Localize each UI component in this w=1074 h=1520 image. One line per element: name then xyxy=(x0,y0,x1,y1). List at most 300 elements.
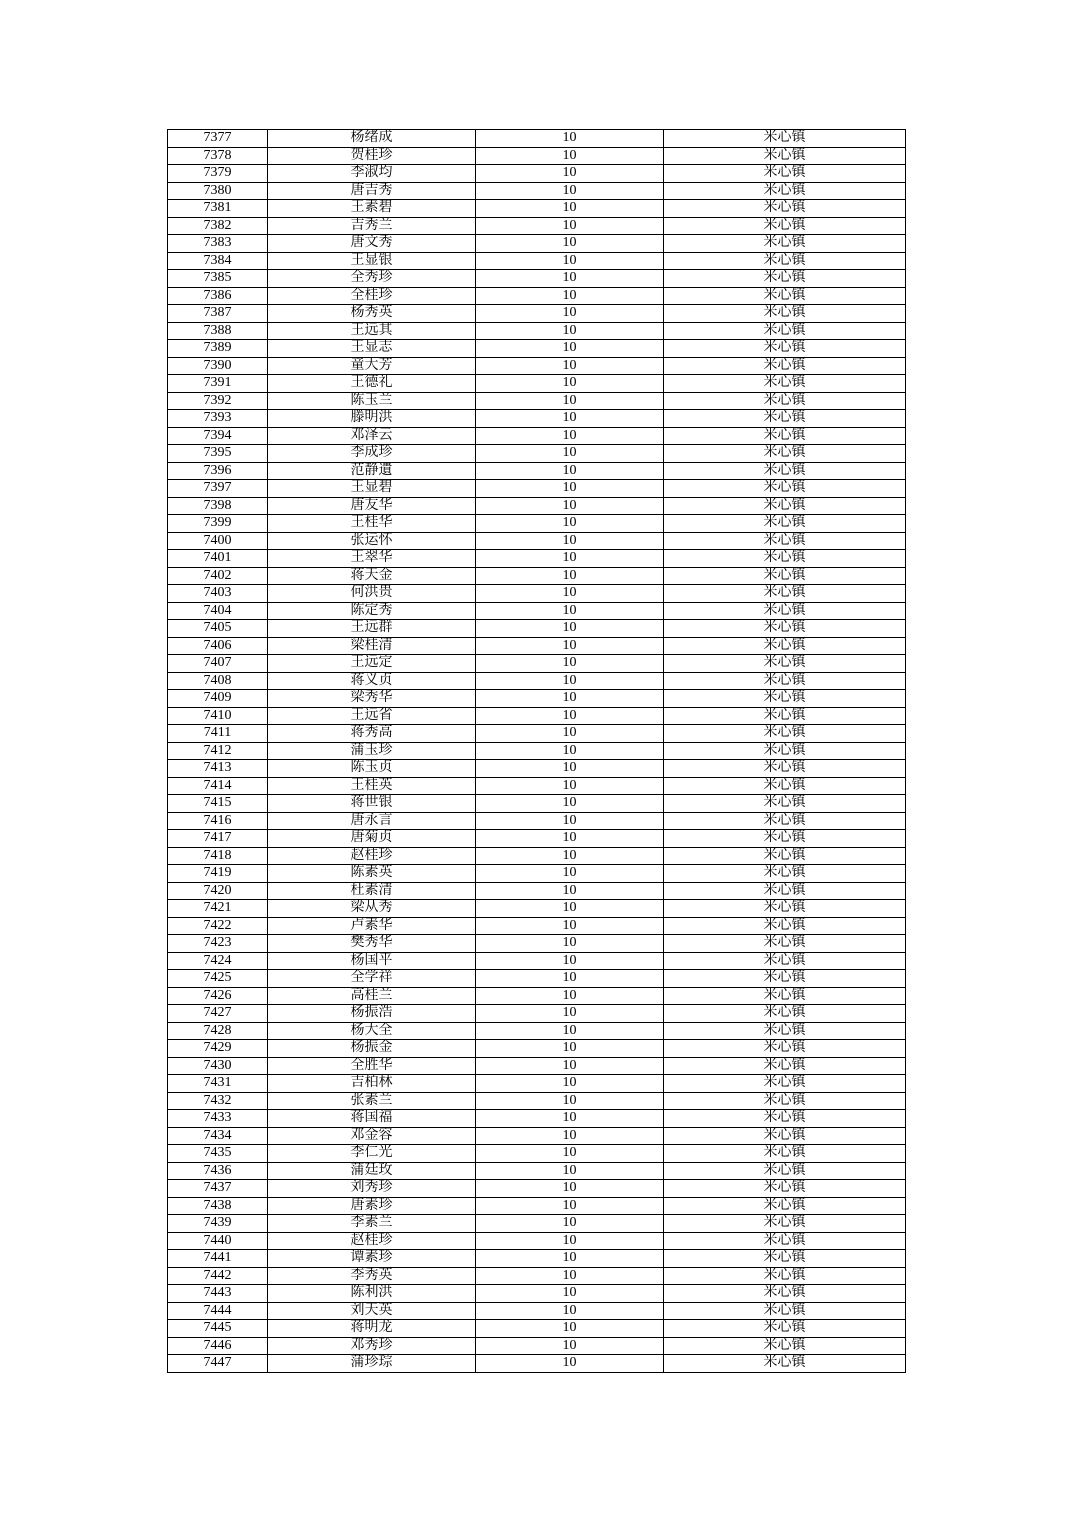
table-row xyxy=(168,235,906,253)
town-cell: 米心镇 xyxy=(664,200,906,218)
town-cell: 米心镇 xyxy=(664,287,906,305)
town-cell: 米心镇 xyxy=(664,322,906,340)
amount-cell: 10 xyxy=(476,550,664,568)
town-cell: 米心镇 xyxy=(664,1197,906,1215)
table-row xyxy=(168,742,906,760)
town-cell: 米心镇 xyxy=(664,1075,906,1093)
name-cell: 蒲珍琮 xyxy=(268,1355,476,1373)
name-cell: 陈玉兰 xyxy=(268,392,476,410)
town-cell: 米心镇 xyxy=(664,655,906,673)
table-row xyxy=(168,375,906,393)
town-cell: 米心镇 xyxy=(664,305,906,323)
row-number-cell: 7406 xyxy=(168,637,268,655)
table-row xyxy=(168,567,906,585)
name-cell: 王远群 xyxy=(268,620,476,638)
town-cell: 米心镇 xyxy=(664,462,906,480)
town-cell: 米心镇 xyxy=(664,1145,906,1163)
amount-cell: 10 xyxy=(476,847,664,865)
row-number-cell: 7435 xyxy=(168,1145,268,1163)
amount-cell: 10 xyxy=(476,1040,664,1058)
town-cell: 米心镇 xyxy=(664,1005,906,1023)
table-row xyxy=(168,182,906,200)
name-cell: 蒲廷玫 xyxy=(268,1162,476,1180)
amount-cell: 10 xyxy=(476,952,664,970)
table-row xyxy=(168,1250,906,1268)
town-cell: 米心镇 xyxy=(664,900,906,918)
town-cell: 米心镇 xyxy=(664,707,906,725)
row-number-cell: 7421 xyxy=(168,900,268,918)
name-cell: 蒋明龙 xyxy=(268,1320,476,1338)
name-cell: 蒋世银 xyxy=(268,795,476,813)
table-row xyxy=(168,1092,906,1110)
amount-cell: 10 xyxy=(476,462,664,480)
name-cell: 王显银 xyxy=(268,252,476,270)
row-number-cell: 7388 xyxy=(168,322,268,340)
amount-cell: 10 xyxy=(476,1232,664,1250)
table-row xyxy=(168,1337,906,1355)
town-cell: 米心镇 xyxy=(664,497,906,515)
table-row xyxy=(168,1232,906,1250)
name-cell: 杨国平 xyxy=(268,952,476,970)
row-number-cell: 7394 xyxy=(168,427,268,445)
row-number-cell: 7429 xyxy=(168,1040,268,1058)
amount-cell: 10 xyxy=(476,602,664,620)
table-row xyxy=(168,130,906,148)
name-cell: 杨秀英 xyxy=(268,305,476,323)
name-cell: 李成珍 xyxy=(268,445,476,463)
row-number-cell: 7398 xyxy=(168,497,268,515)
row-number-cell: 7439 xyxy=(168,1215,268,1233)
table-row xyxy=(168,410,906,428)
table-row xyxy=(168,707,906,725)
town-cell: 米心镇 xyxy=(664,427,906,445)
amount-cell: 10 xyxy=(476,532,664,550)
town-cell: 米心镇 xyxy=(664,375,906,393)
amount-cell: 10 xyxy=(476,970,664,988)
row-number-cell: 7403 xyxy=(168,585,268,603)
town-cell: 米心镇 xyxy=(664,147,906,165)
town-cell: 米心镇 xyxy=(664,1180,906,1198)
name-cell: 全胜华 xyxy=(268,1057,476,1075)
row-number-cell: 7420 xyxy=(168,882,268,900)
row-number-cell: 7437 xyxy=(168,1180,268,1198)
amount-cell: 10 xyxy=(476,235,664,253)
name-cell: 邓泽云 xyxy=(268,427,476,445)
row-number-cell: 7381 xyxy=(168,200,268,218)
town-cell: 米心镇 xyxy=(664,217,906,235)
row-number-cell: 7400 xyxy=(168,532,268,550)
amount-cell: 10 xyxy=(476,305,664,323)
amount-cell: 10 xyxy=(476,1005,664,1023)
name-cell: 蒲玉珍 xyxy=(268,742,476,760)
table-row xyxy=(168,287,906,305)
amount-cell: 10 xyxy=(476,812,664,830)
name-cell: 李秀英 xyxy=(268,1267,476,1285)
town-cell: 米心镇 xyxy=(664,812,906,830)
table-row xyxy=(168,777,906,795)
town-cell: 米心镇 xyxy=(664,952,906,970)
name-cell: 高桂兰 xyxy=(268,987,476,1005)
town-cell: 米心镇 xyxy=(664,1162,906,1180)
name-cell: 滕明洪 xyxy=(268,410,476,428)
name-cell: 赵桂珍 xyxy=(268,847,476,865)
table-row xyxy=(168,200,906,218)
town-cell: 米心镇 xyxy=(664,865,906,883)
amount-cell: 10 xyxy=(476,777,664,795)
name-cell: 蒋国福 xyxy=(268,1110,476,1128)
row-number-cell: 7442 xyxy=(168,1267,268,1285)
amount-cell: 10 xyxy=(476,1092,664,1110)
table-row xyxy=(168,1180,906,1198)
table-row xyxy=(168,935,906,953)
town-cell: 米心镇 xyxy=(664,182,906,200)
row-number-cell: 7446 xyxy=(168,1337,268,1355)
table-row xyxy=(168,672,906,690)
row-number-cell: 7431 xyxy=(168,1075,268,1093)
table-row xyxy=(168,952,906,970)
name-cell: 杨振金 xyxy=(268,1040,476,1058)
row-number-cell: 7387 xyxy=(168,305,268,323)
row-number-cell: 7426 xyxy=(168,987,268,1005)
table-row xyxy=(168,445,906,463)
town-cell: 米心镇 xyxy=(664,567,906,585)
town-cell: 米心镇 xyxy=(664,1057,906,1075)
amount-cell: 10 xyxy=(476,287,664,305)
name-cell: 王翠华 xyxy=(268,550,476,568)
table-row xyxy=(168,340,906,358)
row-number-cell: 7378 xyxy=(168,147,268,165)
name-cell: 谭素珍 xyxy=(268,1250,476,1268)
name-cell: 贺桂珍 xyxy=(268,147,476,165)
town-cell: 米心镇 xyxy=(664,935,906,953)
amount-cell: 10 xyxy=(476,900,664,918)
amount-cell: 10 xyxy=(476,515,664,533)
amount-cell: 10 xyxy=(476,392,664,410)
town-cell: 米心镇 xyxy=(664,987,906,1005)
amount-cell: 10 xyxy=(476,357,664,375)
amount-cell: 10 xyxy=(476,707,664,725)
table-row xyxy=(168,987,906,1005)
name-cell: 张素兰 xyxy=(268,1092,476,1110)
amount-cell: 10 xyxy=(476,165,664,183)
row-number-cell: 7433 xyxy=(168,1110,268,1128)
table-row xyxy=(168,830,906,848)
amount-cell: 10 xyxy=(476,1110,664,1128)
table-row xyxy=(168,550,906,568)
amount-cell: 10 xyxy=(476,585,664,603)
town-cell: 米心镇 xyxy=(664,1092,906,1110)
town-cell: 米心镇 xyxy=(664,1320,906,1338)
amount-cell: 10 xyxy=(476,322,664,340)
town-cell: 米心镇 xyxy=(664,917,906,935)
town-cell: 米心镇 xyxy=(664,847,906,865)
row-number-cell: 7423 xyxy=(168,935,268,953)
row-number-cell: 7379 xyxy=(168,165,268,183)
amount-cell: 10 xyxy=(476,917,664,935)
town-cell: 米心镇 xyxy=(664,725,906,743)
name-cell: 刘秀珍 xyxy=(268,1180,476,1198)
row-number-cell: 7432 xyxy=(168,1092,268,1110)
row-number-cell: 7422 xyxy=(168,917,268,935)
name-cell: 杨大全 xyxy=(268,1022,476,1040)
amount-cell: 10 xyxy=(476,130,664,148)
name-cell: 唐文秀 xyxy=(268,235,476,253)
table-row xyxy=(168,1162,906,1180)
name-cell: 陈利洪 xyxy=(268,1285,476,1303)
row-number-cell: 7434 xyxy=(168,1127,268,1145)
town-cell: 米心镇 xyxy=(664,252,906,270)
row-number-cell: 7405 xyxy=(168,620,268,638)
amount-cell: 10 xyxy=(476,270,664,288)
name-cell: 蒋义贞 xyxy=(268,672,476,690)
table-row xyxy=(168,970,906,988)
name-cell: 杨绪成 xyxy=(268,130,476,148)
amount-cell: 10 xyxy=(476,340,664,358)
table-row xyxy=(168,760,906,778)
table-row xyxy=(168,1022,906,1040)
name-cell: 唐菊贞 xyxy=(268,830,476,848)
table-row xyxy=(168,1005,906,1023)
name-cell: 范静遺 xyxy=(268,462,476,480)
amount-cell: 10 xyxy=(476,1250,664,1268)
name-cell: 王远定 xyxy=(268,655,476,673)
row-number-cell: 7415 xyxy=(168,795,268,813)
table-row xyxy=(168,812,906,830)
table-row xyxy=(168,865,906,883)
name-cell: 吉秀兰 xyxy=(268,217,476,235)
name-cell: 王显碧 xyxy=(268,480,476,498)
row-number-cell: 7419 xyxy=(168,865,268,883)
name-cell: 蒋天金 xyxy=(268,567,476,585)
town-cell: 米心镇 xyxy=(664,1355,906,1373)
row-number-cell: 7404 xyxy=(168,602,268,620)
amount-cell: 10 xyxy=(476,637,664,655)
amount-cell: 10 xyxy=(476,1285,664,1303)
amount-cell: 10 xyxy=(476,182,664,200)
name-cell: 王桂英 xyxy=(268,777,476,795)
name-cell: 陈玉贞 xyxy=(268,760,476,778)
name-cell: 王远省 xyxy=(268,707,476,725)
table-row xyxy=(168,1127,906,1145)
table-row xyxy=(168,655,906,673)
row-number-cell: 7399 xyxy=(168,515,268,533)
row-number-cell: 7391 xyxy=(168,375,268,393)
table-row xyxy=(168,462,906,480)
table-row xyxy=(168,690,906,708)
town-cell: 米心镇 xyxy=(664,882,906,900)
town-cell: 米心镇 xyxy=(664,1110,906,1128)
table-row xyxy=(168,917,906,935)
amount-cell: 10 xyxy=(476,1197,664,1215)
table-row xyxy=(168,637,906,655)
amount-cell: 10 xyxy=(476,427,664,445)
table-row xyxy=(168,1267,906,1285)
table-row xyxy=(168,1145,906,1163)
row-number-cell: 7396 xyxy=(168,462,268,480)
row-number-cell: 7390 xyxy=(168,357,268,375)
town-cell: 米心镇 xyxy=(664,1022,906,1040)
table-row xyxy=(168,217,906,235)
name-cell: 李淑均 xyxy=(268,165,476,183)
row-number-cell: 7427 xyxy=(168,1005,268,1023)
amount-cell: 10 xyxy=(476,445,664,463)
row-number-cell: 7445 xyxy=(168,1320,268,1338)
town-cell: 米心镇 xyxy=(664,1232,906,1250)
town-cell: 米心镇 xyxy=(664,637,906,655)
town-cell: 米心镇 xyxy=(664,672,906,690)
amount-cell: 10 xyxy=(476,147,664,165)
amount-cell: 10 xyxy=(476,1180,664,1198)
table-row xyxy=(168,270,906,288)
table-row xyxy=(168,480,906,498)
row-number-cell: 7417 xyxy=(168,830,268,848)
row-number-cell: 7440 xyxy=(168,1232,268,1250)
town-cell: 米心镇 xyxy=(664,742,906,760)
name-cell: 梁秀华 xyxy=(268,690,476,708)
town-cell: 米心镇 xyxy=(664,235,906,253)
amount-cell: 10 xyxy=(476,1215,664,1233)
amount-cell: 10 xyxy=(476,1022,664,1040)
row-number-cell: 7436 xyxy=(168,1162,268,1180)
town-cell: 米心镇 xyxy=(664,392,906,410)
row-number-cell: 7385 xyxy=(168,270,268,288)
row-number-cell: 7443 xyxy=(168,1285,268,1303)
name-cell: 樊秀华 xyxy=(268,935,476,953)
row-number-cell: 7430 xyxy=(168,1057,268,1075)
amount-cell: 10 xyxy=(476,497,664,515)
name-cell: 李仁光 xyxy=(268,1145,476,1163)
table-row xyxy=(168,1057,906,1075)
amount-cell: 10 xyxy=(476,655,664,673)
amount-cell: 10 xyxy=(476,1267,664,1285)
name-cell: 梁从秀 xyxy=(268,900,476,918)
amount-cell: 10 xyxy=(476,742,664,760)
name-cell: 王德礼 xyxy=(268,375,476,393)
row-number-cell: 7424 xyxy=(168,952,268,970)
table-row xyxy=(168,620,906,638)
amount-cell: 10 xyxy=(476,830,664,848)
amount-cell: 10 xyxy=(476,725,664,743)
amount-cell: 10 xyxy=(476,935,664,953)
row-number-cell: 7383 xyxy=(168,235,268,253)
table-row xyxy=(168,1197,906,1215)
table-row xyxy=(168,900,906,918)
row-number-cell: 7382 xyxy=(168,217,268,235)
name-cell: 唐素珍 xyxy=(268,1197,476,1215)
table-row xyxy=(168,1355,906,1373)
amount-cell: 10 xyxy=(476,1127,664,1145)
row-number-cell: 7401 xyxy=(168,550,268,568)
town-cell: 米心镇 xyxy=(664,357,906,375)
name-cell: 梁桂清 xyxy=(268,637,476,655)
row-number-cell: 7392 xyxy=(168,392,268,410)
name-cell: 陈素英 xyxy=(268,865,476,883)
table-row xyxy=(168,392,906,410)
name-cell: 杜素清 xyxy=(268,882,476,900)
name-cell: 吉柏林 xyxy=(268,1075,476,1093)
amount-cell: 10 xyxy=(476,375,664,393)
town-cell: 米心镇 xyxy=(664,1040,906,1058)
town-cell: 米心镇 xyxy=(664,340,906,358)
town-cell: 米心镇 xyxy=(664,1215,906,1233)
name-cell: 王显志 xyxy=(268,340,476,358)
town-cell: 米心镇 xyxy=(664,777,906,795)
amount-cell: 10 xyxy=(476,882,664,900)
town-cell: 米心镇 xyxy=(664,550,906,568)
table-row xyxy=(168,515,906,533)
row-number-cell: 7418 xyxy=(168,847,268,865)
table-row xyxy=(168,497,906,515)
town-cell: 米心镇 xyxy=(664,602,906,620)
name-cell: 童大芳 xyxy=(268,357,476,375)
name-cell: 蒋秀高 xyxy=(268,725,476,743)
town-cell: 米心镇 xyxy=(664,1127,906,1145)
name-cell: 邓金容 xyxy=(268,1127,476,1145)
table-row xyxy=(168,847,906,865)
row-number-cell: 7414 xyxy=(168,777,268,795)
amount-cell: 10 xyxy=(476,1302,664,1320)
amount-cell: 10 xyxy=(476,760,664,778)
row-number-cell: 7408 xyxy=(168,672,268,690)
table-row xyxy=(168,795,906,813)
roster-table-body xyxy=(168,130,906,1373)
town-cell: 米心镇 xyxy=(664,1250,906,1268)
row-number-cell: 7428 xyxy=(168,1022,268,1040)
amount-cell: 10 xyxy=(476,410,664,428)
table-row xyxy=(168,1040,906,1058)
name-cell: 唐友华 xyxy=(268,497,476,515)
row-number-cell: 7389 xyxy=(168,340,268,358)
row-number-cell: 7441 xyxy=(168,1250,268,1268)
table-row xyxy=(168,1215,906,1233)
amount-cell: 10 xyxy=(476,217,664,235)
town-cell: 米心镇 xyxy=(664,1337,906,1355)
row-number-cell: 7425 xyxy=(168,970,268,988)
town-cell: 米心镇 xyxy=(664,1285,906,1303)
table-row xyxy=(168,602,906,620)
row-number-cell: 7402 xyxy=(168,567,268,585)
amount-cell: 10 xyxy=(476,200,664,218)
town-cell: 米心镇 xyxy=(664,532,906,550)
row-number-cell: 7409 xyxy=(168,690,268,708)
amount-cell: 10 xyxy=(476,987,664,1005)
name-cell: 全秀珍 xyxy=(268,270,476,288)
name-cell: 张运怀 xyxy=(268,532,476,550)
name-cell: 全桂珍 xyxy=(268,287,476,305)
row-number-cell: 7444 xyxy=(168,1302,268,1320)
table-row xyxy=(168,1320,906,1338)
row-number-cell: 7410 xyxy=(168,707,268,725)
name-cell: 王远其 xyxy=(268,322,476,340)
amount-cell: 10 xyxy=(476,795,664,813)
row-number-cell: 7438 xyxy=(168,1197,268,1215)
amount-cell: 10 xyxy=(476,480,664,498)
town-cell: 米心镇 xyxy=(664,585,906,603)
town-cell: 米心镇 xyxy=(664,270,906,288)
town-cell: 米心镇 xyxy=(664,1267,906,1285)
amount-cell: 10 xyxy=(476,1075,664,1093)
row-number-cell: 7386 xyxy=(168,287,268,305)
row-number-cell: 7377 xyxy=(168,130,268,148)
name-cell: 王桂华 xyxy=(268,515,476,533)
town-cell: 米心镇 xyxy=(664,130,906,148)
amount-cell: 10 xyxy=(476,252,664,270)
table-row xyxy=(168,165,906,183)
amount-cell: 10 xyxy=(476,690,664,708)
town-cell: 米心镇 xyxy=(664,480,906,498)
name-cell: 赵桂珍 xyxy=(268,1232,476,1250)
table-row xyxy=(168,1285,906,1303)
